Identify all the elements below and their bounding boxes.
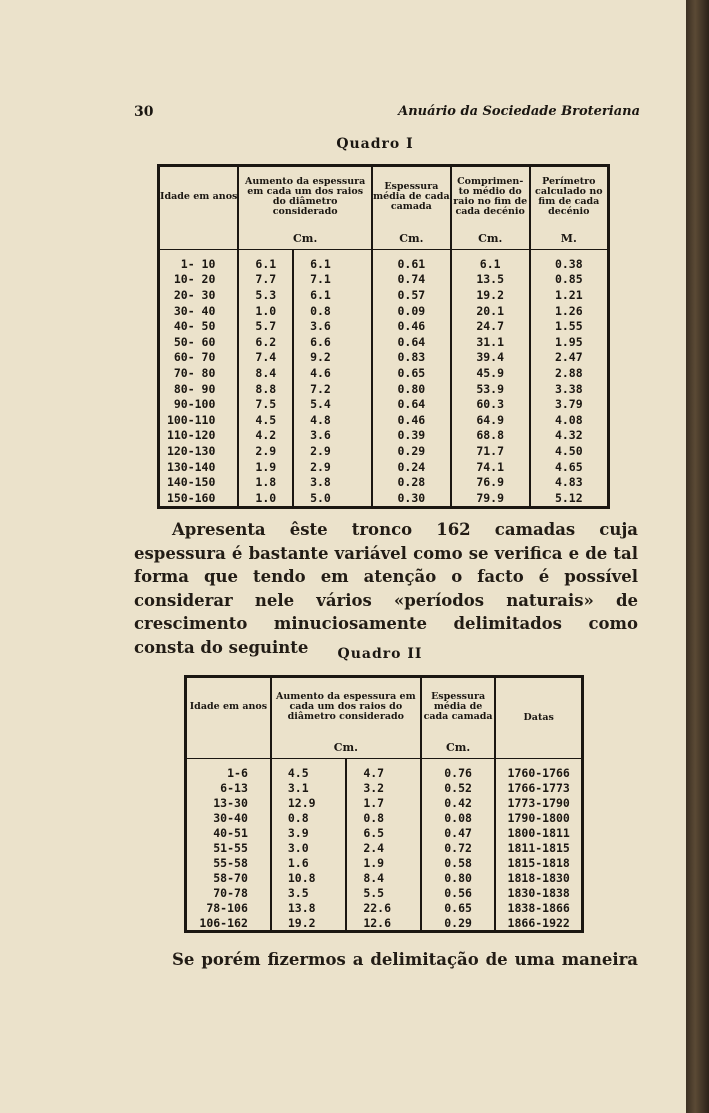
table-cell: 0.09 <box>372 303 451 319</box>
table-cell: 3.79 <box>530 396 609 412</box>
table-cell: 0.28 <box>372 474 451 490</box>
table-cell: 74.1 <box>451 459 530 475</box>
table-cell: 4.7 <box>346 765 420 780</box>
table-row <box>186 855 583 870</box>
table-cell: 0.64 <box>372 334 451 350</box>
table-row <box>159 490 609 507</box>
table-cell: 6.5 <box>346 825 420 840</box>
table-cell: 140-150 <box>166 475 216 490</box>
table-row <box>159 272 609 288</box>
table-cell: 0.57 <box>372 287 451 303</box>
table-cell: 3.9 <box>271 825 346 840</box>
table-cell: 6.1 <box>238 256 293 272</box>
table-cell: 1.55 <box>530 318 609 334</box>
table-cell: 0.46 <box>372 412 451 428</box>
table-cell: 3.1 <box>271 780 346 795</box>
table-cell: 0.42 <box>421 795 496 810</box>
page-header <box>134 104 640 126</box>
col-header-age: Idade em anos <box>189 701 268 712</box>
table-cell: 90-100 <box>173 397 216 412</box>
table-cell: 2.9 <box>293 443 372 459</box>
table-cell: 0.85 <box>530 272 609 288</box>
table-cell: 40-51 <box>213 825 248 840</box>
table-row <box>159 381 609 397</box>
table-cell: 10- 20 <box>173 272 216 287</box>
table-cell: 1790-1800 <box>495 810 582 825</box>
table-cell: 30-40 <box>213 810 248 825</box>
table-cell: 6.1 <box>293 256 372 272</box>
table-row <box>186 870 583 885</box>
table-row <box>159 443 609 459</box>
table-cell: 13-30 <box>213 795 248 810</box>
table-cell: 0.64 <box>372 396 451 412</box>
table-cell: 1815-1818 <box>495 855 582 870</box>
table-cell: 3.6 <box>293 318 372 334</box>
table-cell: 31.1 <box>451 334 530 350</box>
table-cell: 1.7 <box>346 795 420 810</box>
unit-label: Cm. <box>372 227 451 250</box>
table-cell: 150-160 <box>166 490 216 505</box>
col-header-radius: Comprimen-to médio do raio no fim de cada decénio <box>451 166 530 228</box>
table-cell: 13.8 <box>271 900 346 915</box>
table-cell: 10.8 <box>271 870 346 885</box>
col-header-mean: Espessura média de cada camada <box>372 166 451 228</box>
table-cell: 13.5 <box>451 272 530 288</box>
table-cell: 4.8 <box>293 412 372 428</box>
col-header-perimeter: Perímetro calculado no fim de cada decénio <box>530 166 609 228</box>
unit-label: Cm. <box>271 736 421 759</box>
table-cell: 19.2 <box>271 915 346 932</box>
unit-label: M. <box>530 227 609 250</box>
table-cell: 4.32 <box>530 428 609 444</box>
table-cell: 40- 50 <box>173 319 216 334</box>
table-cell: 5.3 <box>238 287 293 303</box>
table-cell: 3.38 <box>530 381 609 397</box>
col-header-mean: Espessura média de cada camada <box>421 677 496 737</box>
unit-label: Cm. <box>421 736 496 759</box>
table-cell: 1.9 <box>346 855 420 870</box>
table-cell: 3.6 <box>293 428 372 444</box>
table-cell: 19.2 <box>451 287 530 303</box>
table-cell: 3.5 <box>271 885 346 900</box>
table-cell: 6.1 <box>451 256 530 272</box>
table-cell: 130-140 <box>166 459 216 474</box>
table-cell: 20- 30 <box>173 287 216 302</box>
table-row <box>159 459 609 475</box>
table-cell: 0.38 <box>530 256 609 272</box>
table-cell: 3.2 <box>346 780 420 795</box>
table-cell: 79.9 <box>451 490 530 507</box>
table-cell: 1811-1815 <box>495 840 582 855</box>
table-cell: 1.26 <box>530 303 609 319</box>
col-header-increase: Aumento da espessura em cada um dos raios do diâmetro considerado <box>238 166 372 228</box>
table-cell: 1.8 <box>238 474 293 490</box>
table-quadro-1 <box>157 164 610 509</box>
table-cell: 100-110 <box>166 412 216 427</box>
table-cell: 45.9 <box>451 365 530 381</box>
table-cell: 8.8 <box>238 381 293 397</box>
table-cell: 58-70 <box>213 870 248 885</box>
col-header-increase: Aumento da espessura em cada um dos raios do diâmetro considerado <box>271 677 421 737</box>
table-cell: 76.9 <box>451 474 530 490</box>
table-cell: 60- 70 <box>173 350 216 365</box>
table-cell: 9.2 <box>293 350 372 366</box>
table-cell: 3.0 <box>271 840 346 855</box>
table-cell: 5.4 <box>293 396 372 412</box>
table-cell: 0.8 <box>293 303 372 319</box>
table-cell: 68.8 <box>451 428 530 444</box>
table-cell: 2.9 <box>238 443 293 459</box>
table-cell: 120-130 <box>166 443 216 458</box>
table-cell: 1818-1830 <box>495 870 582 885</box>
table-cell: 1.6 <box>271 855 346 870</box>
table-row <box>159 303 609 319</box>
table-cell: 7.1 <box>293 272 372 288</box>
table-cell: 5.12 <box>530 490 609 507</box>
table-quadro-2 <box>184 675 584 933</box>
table-cell: 1766-1773 <box>495 780 582 795</box>
table-cell: 5.7 <box>238 318 293 334</box>
table-cell: 0.56 <box>421 885 496 900</box>
table-cell: 1.21 <box>530 287 609 303</box>
table-row <box>159 412 609 428</box>
table-row <box>186 840 583 855</box>
table1-caption: Quadro I <box>336 136 414 152</box>
table-row <box>159 318 609 334</box>
table-row <box>159 474 609 490</box>
table-cell: 1866-1922 <box>495 915 582 932</box>
table-cell: 7.4 <box>238 350 293 366</box>
table-cell: 0.80 <box>421 870 496 885</box>
table-cell: 4.5 <box>271 765 346 780</box>
table-row <box>186 825 583 840</box>
table-cell: 5.5 <box>346 885 420 900</box>
table-cell: 0.8 <box>271 810 346 825</box>
table-cell: 0.72 <box>421 840 496 855</box>
table-cell: 70- 80 <box>173 365 216 380</box>
col-header-age: Idade em anos <box>160 191 238 202</box>
table-cell: 3.8 <box>293 474 372 490</box>
table-cell: 1.95 <box>530 334 609 350</box>
table-cell: 1838-1866 <box>495 900 582 915</box>
unit-label: Cm. <box>238 227 372 250</box>
table-cell: 0.65 <box>421 900 496 915</box>
table-cell: 8.4 <box>238 365 293 381</box>
table-cell: 80- 90 <box>173 381 216 396</box>
table-cell: 1.0 <box>238 490 293 507</box>
table-cell: 4.50 <box>530 443 609 459</box>
table-cell: 0.24 <box>372 459 451 475</box>
table-row <box>186 915 583 932</box>
table-row <box>186 885 583 900</box>
table-cell: 0.74 <box>372 272 451 288</box>
table-cell: 0.47 <box>421 825 496 840</box>
table-row <box>186 765 583 780</box>
table-cell: 55-58 <box>213 855 248 870</box>
table-cell: 0.29 <box>421 915 496 932</box>
table-row <box>186 900 583 915</box>
table-cell: 51-55 <box>213 840 248 855</box>
table-cell: 4.6 <box>293 365 372 381</box>
table-cell: 0.83 <box>372 350 451 366</box>
table-cell: 24.7 <box>451 318 530 334</box>
table-cell: 4.08 <box>530 412 609 428</box>
table-row <box>159 365 609 381</box>
table-cell: 6.6 <box>293 334 372 350</box>
table-cell: 0.29 <box>372 443 451 459</box>
unit-label: Cm. <box>451 227 530 250</box>
paragraph-1-text: Apresenta êste tronco 162 camadas cuja espessura é bastante variável como se verifica e de tal forma que tendo em atenção o facto é possível considerar nele vários «períodos naturais» de crescimento minuciosamente delimitados como consta do seguinte <box>134 520 638 657</box>
table-cell: 0.08 <box>421 810 496 825</box>
table-cell: 0.80 <box>372 381 451 397</box>
table-cell: 6-13 <box>220 780 248 795</box>
table-cell: 0.46 <box>372 318 451 334</box>
table-cell: 64.9 <box>451 412 530 428</box>
table-cell: 4.5 <box>238 412 293 428</box>
table-cell: 1- 10 <box>180 256 216 271</box>
table-cell: 12.9 <box>271 795 346 810</box>
table-row <box>159 396 609 412</box>
table-cell: 1773-1790 <box>495 795 582 810</box>
table-cell: 2.4 <box>346 840 420 855</box>
table-cell: 6.1 <box>293 287 372 303</box>
paragraph-2-text: Se porém fizermos a delimitação de uma maneira <box>172 950 638 969</box>
table-cell: 1-6 <box>227 765 248 780</box>
table-cell: 53.9 <box>451 381 530 397</box>
table-cell: 0.39 <box>372 428 451 444</box>
table-row <box>186 780 583 795</box>
table-cell: 30- 40 <box>173 303 216 318</box>
paragraph-1 <box>134 518 638 659</box>
table-cell: 78-106 <box>206 900 248 915</box>
table-cell: 4.2 <box>238 428 293 444</box>
table-row <box>186 810 583 825</box>
table-row <box>159 287 609 303</box>
page-number: 30 <box>134 104 154 120</box>
table-cell: 1800-1811 <box>495 825 582 840</box>
table-row <box>159 256 609 272</box>
table-cell: 71.7 <box>451 443 530 459</box>
table-cell: 0.61 <box>372 256 451 272</box>
table2-caption: Quadro II <box>337 646 423 662</box>
table-cell: 8.4 <box>346 870 420 885</box>
table-cell: 50- 60 <box>173 334 216 349</box>
table-cell: 60.3 <box>451 396 530 412</box>
table-cell: 7.2 <box>293 381 372 397</box>
table-row <box>159 350 609 366</box>
table-cell: 106-162 <box>199 915 248 930</box>
paragraph-2 <box>134 950 638 969</box>
table-cell: 22.6 <box>346 900 420 915</box>
table-cell: 6.2 <box>238 334 293 350</box>
table-row <box>186 795 583 810</box>
table-cell: 0.8 <box>346 810 420 825</box>
table-cell: 1.0 <box>238 303 293 319</box>
col-header-dates: Datas <box>495 677 582 759</box>
table-cell: 12.6 <box>346 915 420 932</box>
table-cell: 39.4 <box>451 350 530 366</box>
table-cell: 0.52 <box>421 780 496 795</box>
table-cell: 1830-1838 <box>495 885 582 900</box>
table-cell: 4.65 <box>530 459 609 475</box>
table-cell: 70-78 <box>213 885 248 900</box>
table-row <box>159 428 609 444</box>
table-cell: 110-120 <box>166 428 216 443</box>
table-cell: 0.58 <box>421 855 496 870</box>
table-cell: 2.47 <box>530 350 609 366</box>
table-cell: 4.83 <box>530 474 609 490</box>
table-row <box>159 334 609 350</box>
table-cell: 7.5 <box>238 396 293 412</box>
table-cell: 20.1 <box>451 303 530 319</box>
table-cell: 7.7 <box>238 272 293 288</box>
table-cell: 5.0 <box>293 490 372 507</box>
table-cell: 2.88 <box>530 365 609 381</box>
table-cell: 0.30 <box>372 490 451 507</box>
book-spine <box>686 0 709 1113</box>
table-cell: 0.65 <box>372 365 451 381</box>
table-cell: 1760-1766 <box>495 765 582 780</box>
table-cell: 1.9 <box>238 459 293 475</box>
table-cell: 2.9 <box>293 459 372 475</box>
table-cell: 0.76 <box>421 765 496 780</box>
running-title: Anuário da Sociedade Broteriana <box>398 104 640 119</box>
